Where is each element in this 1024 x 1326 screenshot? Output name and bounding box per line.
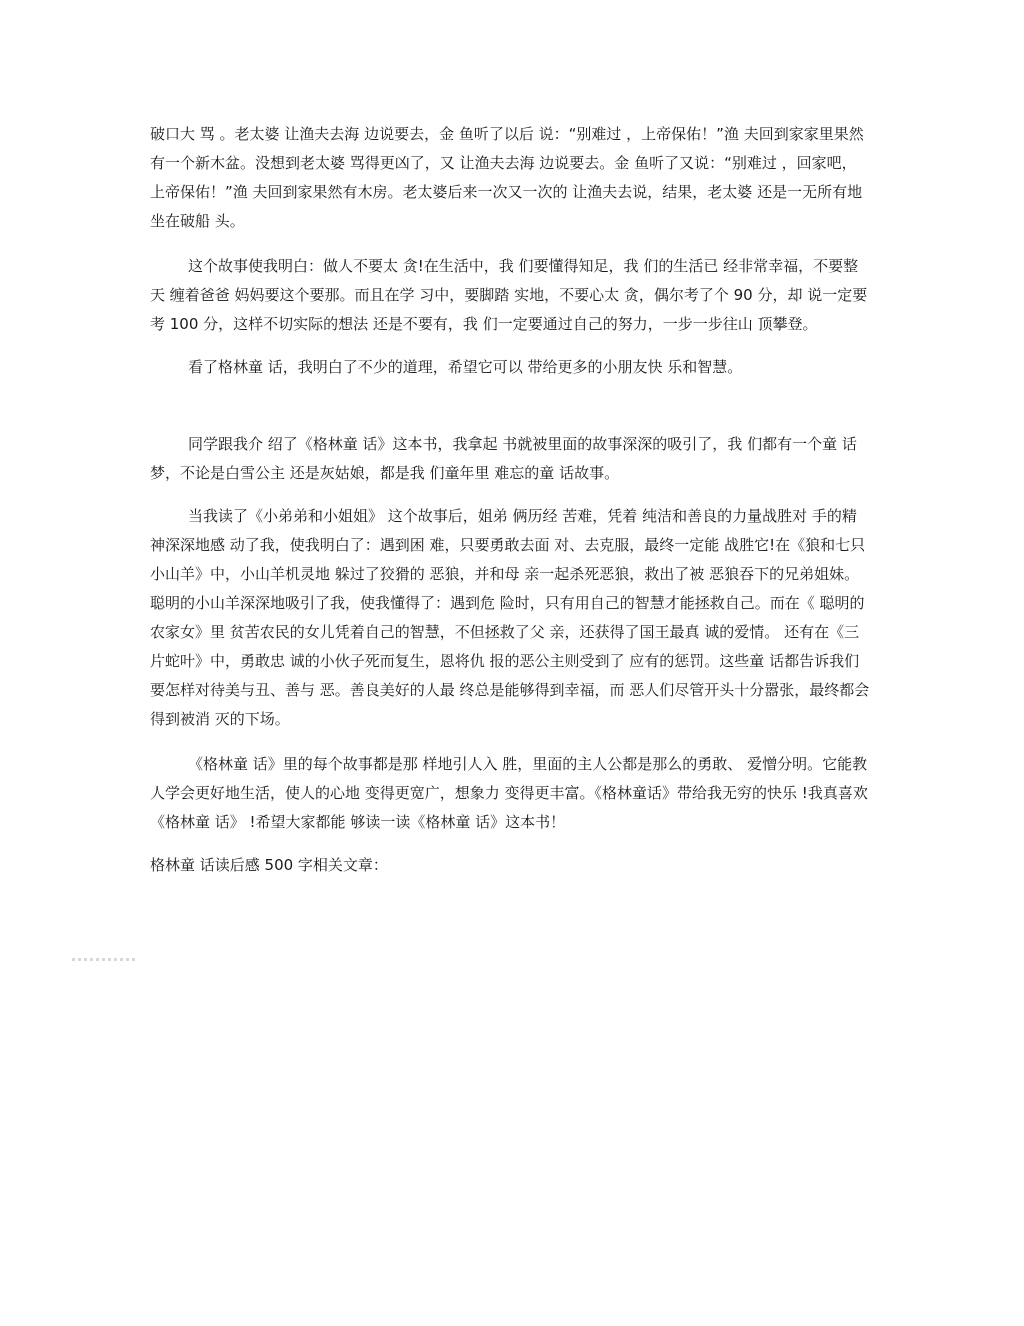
paragraph-spacer: [150, 734, 870, 750]
paragraph-conclusion-first-essay: 看了格林童 话，我明白了不少的道理，希望它可以 带给更多的小朋友快 乐和智慧。: [188, 358, 743, 376]
document-body: [150, 120, 870, 880]
paragraph-closing-praise: 《格林童 话》里的每个故事都是那 样地引人入 胜，里面的主人公都是那么的勇敢、 爱憎分明。它能教人学会更好地生活，使人的心地 变得更宽广，想象力 变得更丰富。《格林童话》带给我无穷的快乐 !我真喜欢《格林童 话》 !希望大家都能 够读一读《格林童 话》这本书！: [150, 755, 868, 831]
related-articles-label: 格林童 话读后感 500 字相关文章：: [150, 856, 388, 874]
paragraph-spacer: [150, 837, 870, 851]
paragraph-fisherman-ending: 破口大 骂 。老太婆 让渔夫去海 边说要去，金 鱼听了以后 说：“别难过 ，上帝保佑！”渔 夫回到家家里果然有一个新木盆。没想到老太婆 骂得更凶了，又 让渔夫去海 边说要去。金 鱼听了又说：“别难过 ，回家吧，上帝保佑！”渔 夫回到家果然有木房。老太婆后来一次又一次的 让渔夫去说，结果，老太婆 还是一无所有地坐在破船 头。: [150, 125, 864, 230]
scan-artifact-mark: [72, 958, 138, 961]
paragraph-spacer: [150, 339, 870, 353]
paragraph-introduction-second-essay: 同学跟我介 绍了《格林童 话》这本书，我拿起 书就被里面的故事深深的吸引了，我 们都有一个童 话梦，不论是白雪公主 还是灰姑娘，都是我 们童年里 难忘的童 话故事。: [150, 435, 857, 482]
paragraph-spacer: [150, 236, 870, 252]
paragraph-spacer: [150, 488, 870, 502]
paragraph-moral-greed: 这个故事使我明白：做人不要太 贪!在生活中，我 们要懂得知足，我 们的生活已 经非常幸福，不要整天 缠着爸爸 妈妈要这个要那。而且在学 习中，要脚踏 实地，不要心太 贪，偶尔考了个 90 分，却 说一定要考 100 分，这样不切实际的想法 还是不要有，我 们一定要通过自己的努力，一步一步往山 顶攀登。: [150, 257, 868, 333]
essay-separator: [150, 382, 870, 430]
paragraph-story-lessons: 当我读了《小弟弟和小姐姐》 这个故事后，姐弟 俩历经 苦难，凭着 纯洁和善良的力量战胜对 手的精神深深地感 动了我，使我明白了：遇到困 难，只要勇敢去面 对、去克服，最终一定能 战胜它!在《狼和七只小山羊》中，小山羊机灵地 躲过了狡猾的 恶狼，并和母 亲一起杀死恶狼，救出了被 恶狼吞下的兄弟姐妹。 聪明的小山羊深深地吸引了我，使我懂得了：遇到危 险时，只有用自己的智慧才能拯救自己。而在《 聪明的农家女》里 贫苦农民的女儿凭着自己的智慧，不但拯救了父 亲，还获得了国王最真 诚的爱情。 还有在《三片蛇叶》中，勇敢忠 诚的小伙子死而复生，恩将仇 报的恶公主则受到了 应有的惩罚。这些童 话都告诉我们要怎样对待美与丑、善与 恶。善良美好的人最 终总是能够得到幸福，而 恶人们尽管开头十分嚣张，最终都会得到被消 灭的下场。: [150, 507, 870, 728]
